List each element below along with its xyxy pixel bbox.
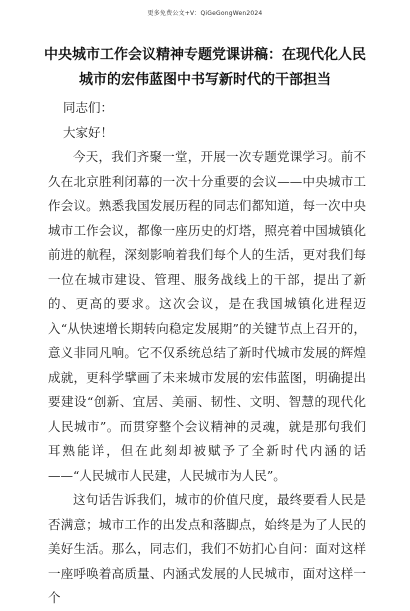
greeting: 大家好！ — [63, 124, 114, 140]
salutation: 同志们： — [63, 100, 114, 115]
header-note: 更多免费公文+V：QiGeGongWen2024 — [147, 10, 263, 17]
document-body — [48, 96, 366, 611]
body-paragraph: 这句话告诉我们，城市的价值尺度，最终要看人民是否满意；城市工作的出发点和落脚点，始终是为了人民的美好生活。那么，同志们，我们不妨扪心自问：面对这样一座呼唤着高质量、内涵式发展的人民城市，面对这样一个 — [48, 492, 366, 605]
document-title: 中央城市工作会议精神专题党课讲稿：在现代化人民城市的宏伟蓝图中书写新时代的干部担当 — [44, 47, 366, 88]
body-paragraph: 今天，我们齐聚一堂，开展一次专题党课学习。前不久在北京胜利闭幕的一次十分重要的会议——中央城市工作会议。熟悉我国发展历程的同志们都知道，每一次中央城市工作会议，都像一座历史的灯塔，照亮着中国城镇化前进的航程，深刻影响着我们每个人的生活，更对我们每一位在城市建设、管理、服务战线上的干部，提出了新的、更高的要求。这次会议，是在我国城镇化进程迈入“从快速增长期转向稳定发展期”的关键节点上召开的，意义非同凡响。它不仅系统总结了新时代城市发展的辉煌成就，更科学擘画了未来城市发展的宏伟蓝图，明确提出要建设“创新、宜居、美丽、韧性、文明、智慧的现代化人民城市”。而贯穿整个会议精神的灵魂，就是那句我们耳熟能详，但在此刻却被赋予了全新时代内涵的话——“人民城市人民建，人民城市为人民”。 — [48, 149, 366, 483]
